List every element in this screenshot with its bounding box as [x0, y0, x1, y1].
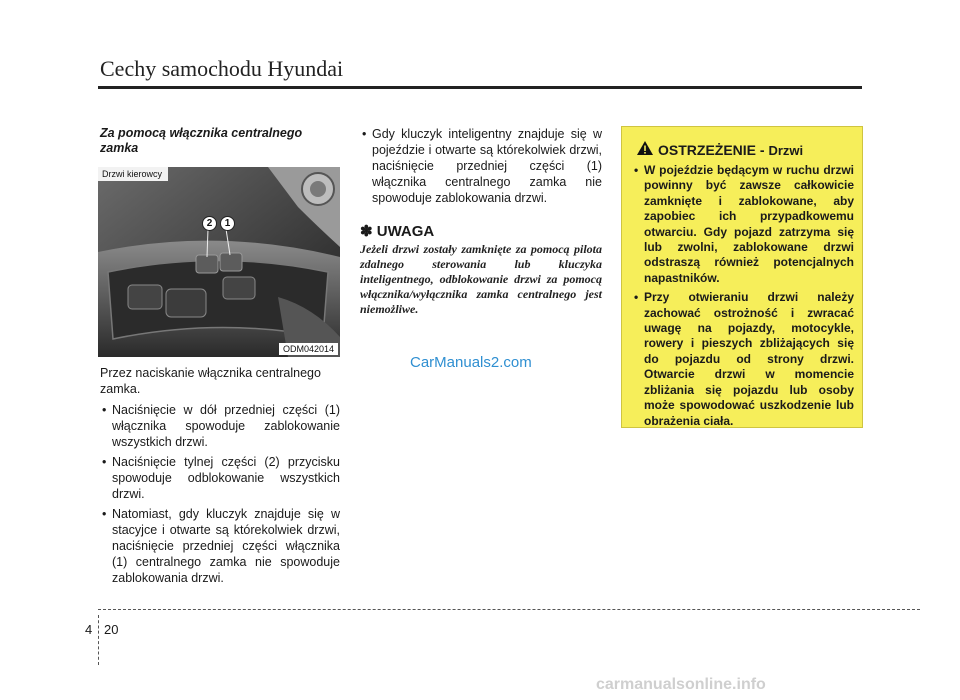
warning-title: OSTRZEŻENIE - Drzwi [658, 142, 804, 158]
door-panel-illustration [98, 167, 340, 357]
figure-label: Drzwi kierowcy [98, 167, 168, 181]
door-switch-photo [98, 167, 340, 357]
site-watermark: carmanualsonline.info [596, 676, 766, 693]
note-heading [360, 222, 434, 240]
figure-code: ODM042014 [279, 343, 338, 355]
list-item: • Natomiast, gdy kluczyk znajduje się w stacyjce i otwarte są którekolwiek drzwi, naciśnięcie przedniej części włącznika (1) centralnego zamka nie spowoduje zablokowania drzwi. [102, 507, 340, 585]
footer-divider [98, 615, 99, 665]
middle-bullet-list [360, 126, 602, 206]
list-item: • Gdy kluczyk inteligentny znajduje się w pojeździe i otwarte są którekolwiek drzwi, naciśnięcie przedniej części (1) włącznika centralnego zamka nie spowoduje zablokowania drzwi. [362, 127, 602, 205]
callout-1: 1 [220, 216, 235, 231]
list-item: • Naciśnięcie tylnej części (2) przycisku spowoduje odblokowanie wszystkich drzwi. [102, 455, 340, 501]
warning-list [632, 163, 854, 433]
list-item: • Naciśnięcie w dół przedniej części (1) włącznika spowoduje zablokowanie wszystkich drzwi. [102, 403, 340, 449]
header-rule [98, 86, 862, 89]
watermark: CarManuals2.com [410, 354, 532, 371]
note-title: UWAGA [376, 223, 435, 240]
list-item: • W pojeździe będącym w ruchu drzwi powinny być zawsze całkowicie zamknięte i zablokowane, aby zapobiec ich przypadkowemu otwarciu. Gdy pojazd zatrzyma się lub zwolni, zablokowane drzwi odstraszą również potencjalnych napastników. [634, 163, 854, 285]
footer-rule [98, 609, 920, 610]
chapter-number: 4 [85, 622, 93, 637]
intro-paragraph: Przez naciskanie włącznika centralnego zamka. [100, 366, 321, 396]
left-column [100, 365, 340, 590]
warning-box [621, 126, 863, 428]
callout-2: 2 [202, 216, 217, 231]
middle-column [360, 126, 602, 210]
note-text: Jeżeli drzwi zostały zamknięte za pomocą pilota zdalnego sterowania lub kluczyka inteligentnego, odblokowanie drzwi za pomocą włącznika/wyłącznika zamka centralnego jest niemożliwe. [360, 242, 602, 316]
running-header: Cechy samochodu Hyundai [100, 56, 344, 81]
page-number: 20 [104, 622, 119, 637]
left-bullet-list [100, 402, 340, 586]
warning-triangle-icon [636, 140, 654, 156]
note-symbol: ✽ [360, 223, 373, 240]
list-item: • Przy otwieraniu drzwi należy zachować ostrożność i zwracać uwagę na pojazdy, motocykle, rowery i pieszych zbliżających się do pojazdu od strony drzwi. Otwarcie drzwi w momencie zbliżania się pojazdu lub osoby może spowodować uszkodzenie lub obrażenia ciała. [634, 290, 854, 428]
section-heading: Za pomocą włącznika centralnego zamka [100, 126, 303, 155]
